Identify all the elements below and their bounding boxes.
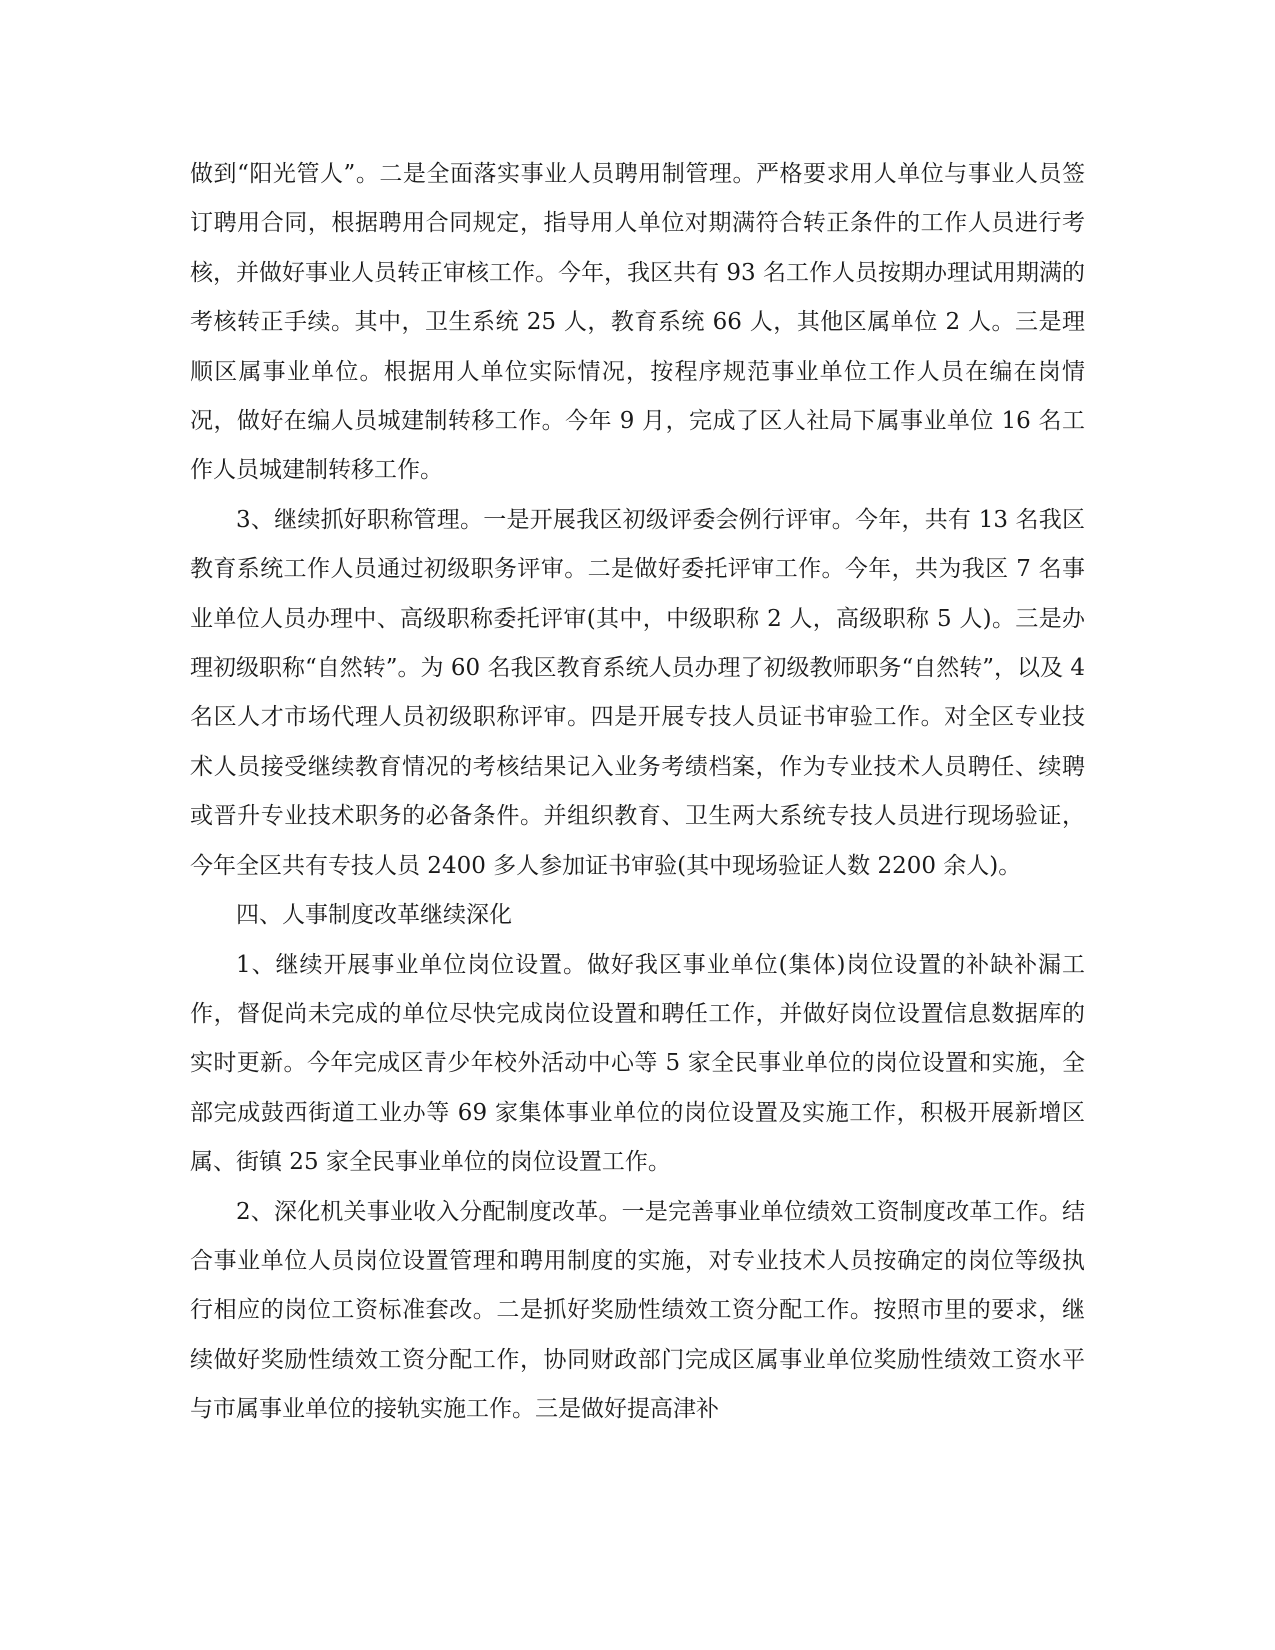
document-body [190,150,1085,1435]
paragraph-post-setting: 1、继续开展事业单位岗位设置。做好我区事业单位(集体)岗位设置的补缺补漏工作，督促尚未完成的单位尽快完成岗位设置和聘任工作，并做好岗位设置信息数据库的实时更新。今年完成区青少年校外活动中心等 5 家全民事业单位的岗位设置和实施，全部完成鼓西街道工业办等 69 家集体事业单位的岗位设置及实施工作，积极开展新增区属、街镇 25 家全民事业单位的岗位设置工作。 [190,951,1085,1176]
section-heading-reform: 四、人事制度改革继续深化 [236,902,512,929]
paragraph-title-management: 3、继续抓好职称管理。一是开展我区初级评委会例行评审。今年，共有 13 名我区教育系统工作人员通过初级职务评审。二是做好委托评审工作。今年，共为我区 7 名事业单位人员办理中、高级职称委托评审(其中，中级职称 2 人，高级职称 5 人)。三是办理初级职称“自然转”。为 60 名我区教育系统人员办理了初级教师职务“自然转”，以及 4 名区人才市场代理人员初级职称评审。四是开展专技人员证书审验工作。对全区专业技术人员接受继续教育情况的考核结果记入业务考绩档案，作为专业技术人员聘任、续聘或晋升专业技术职务的必备条件。并组织教育、卫生两大系统专技人员进行现场验证，今年全区共有专技人员 2400 多人参加证书审验(其中现场验证人数 2200 余人)。 [190,506,1085,879]
paragraph-income-reform: 2、深化机关事业收入分配制度改革。一是完善事业单位绩效工资制度改革工作。结合事业单位人员岗位设置管理和聘用制度的实施，对专业技术人员按确定的岗位等级执行相应的岗位工资标准套改。二是抓好奖励性绩效工资分配工作。按照市里的要求，继续做好奖励性绩效工资分配工作，协同财政部门完成区属事业单位奖励性绩效工资水平与市属事业单位的接轨实施工作。三是做好提高津补 [190,1198,1085,1423]
paragraph-continuation: 做到“阳光管人”。二是全面落实事业人员聘用制管理。严格要求用人单位与事业人员签订聘用合同，根据聘用合同规定，指导用人单位对期满符合转正条件的工作人员进行考核，并做好事业人员转正审核工作。今年，我区共有 93 名工作人员按期办理试用期满的考核转正手续。其中，卫生系统 25 人，教育系统 66 人，其他区属单位 2 人。三是理顺区属事业单位。根据用人单位实际情况，按程序规范事业单位工作人员在编在岗情况，做好在编人员城建制转移工作。今年 9 月，完成了区人社局下属事业单位 16 名工作人员城建制转移工作。 [190,161,1085,484]
